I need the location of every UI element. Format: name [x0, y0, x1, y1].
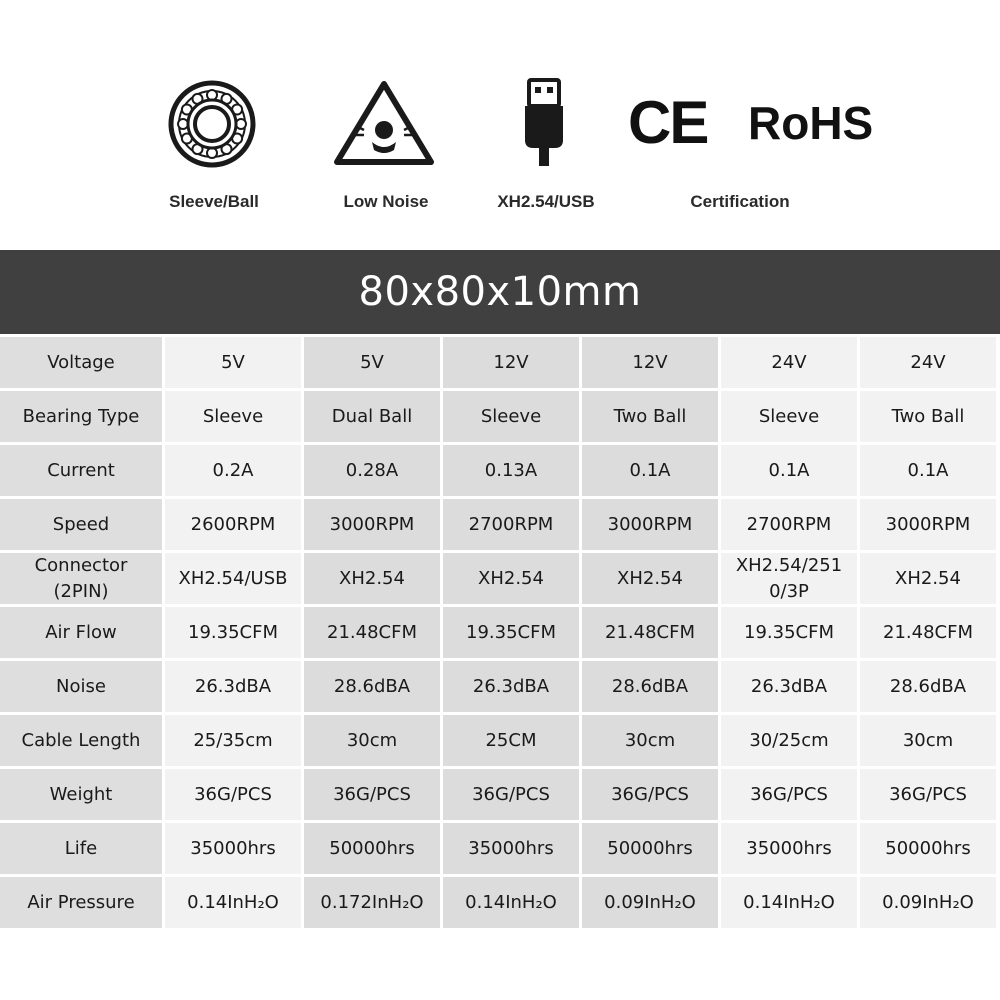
table-cell: 36G/PCS — [860, 769, 996, 820]
table-cell: 30cm — [860, 715, 996, 766]
table-row — [0, 715, 1000, 766]
table-cell: XH2.54/USB — [165, 553, 301, 604]
table-cell: 12V — [443, 337, 579, 388]
table-cell: 0.1A — [721, 445, 857, 496]
table-cell: 35000hrs — [165, 823, 301, 874]
table-cell: XH2.54 — [582, 553, 718, 604]
table-cell: 28.6dBA — [582, 661, 718, 712]
table-cell: 19.35CFM — [443, 607, 579, 658]
table-cell: XH2.54 — [860, 553, 996, 604]
table-cell: 36G/PCS — [304, 769, 440, 820]
table-cell: 24V — [860, 337, 996, 388]
table-cell: 2700RPM — [443, 499, 579, 550]
table-cell: 3000RPM — [860, 499, 996, 550]
row-label: Air Flow — [0, 607, 162, 658]
table-cell: 0.13A — [443, 445, 579, 496]
table-cell: 0.09InH₂O — [582, 877, 718, 928]
table-cell: 0.09InH₂O — [860, 877, 996, 928]
table-cell: 21.48CFM — [304, 607, 440, 658]
table-cell: 30/25cm — [721, 715, 857, 766]
table-cell: 25CM — [443, 715, 579, 766]
table-cell: 3000RPM — [304, 499, 440, 550]
table-row — [0, 769, 1000, 820]
table-cell: 36G/PCS — [582, 769, 718, 820]
table-cell: 30cm — [582, 715, 718, 766]
table-cell: 3000RPM — [582, 499, 718, 550]
row-label: Voltage — [0, 337, 162, 388]
row-label: Current — [0, 445, 162, 496]
table-row — [0, 877, 1000, 928]
table-cell: 24V — [721, 337, 857, 388]
table-cell: XH2.54/251 0/3P — [721, 553, 857, 604]
table-cell: XH2.54 — [443, 553, 579, 604]
table-cell: 35000hrs — [721, 823, 857, 874]
table-cell: 0.1A — [860, 445, 996, 496]
size-title: 80x80x10mm — [358, 269, 642, 315]
table-cell: 21.48CFM — [860, 607, 996, 658]
table-cell: 0.14InH₂O — [443, 877, 579, 928]
table-cell: 5V — [304, 337, 440, 388]
usb-plug-icon — [522, 78, 566, 176]
row-label: Life — [0, 823, 162, 874]
row-label: Weight — [0, 769, 162, 820]
low-noise-icon — [334, 80, 434, 166]
bearing-label: Sleeve/Ball — [169, 192, 259, 211]
table-cell: 0.1A — [582, 445, 718, 496]
table-row — [0, 553, 1000, 604]
table-cell: 2600RPM — [165, 499, 301, 550]
table-cell: 26.3dBA — [165, 661, 301, 712]
table-cell: 35000hrs — [443, 823, 579, 874]
table-cell: 36G/PCS — [165, 769, 301, 820]
table-row — [0, 661, 1000, 712]
table-cell: 2700RPM — [721, 499, 857, 550]
table-row — [0, 499, 1000, 550]
table-row — [0, 337, 1000, 388]
table-cell: 26.3dBA — [443, 661, 579, 712]
certification-label: Certification — [690, 192, 790, 211]
table-cell: 0.28A — [304, 445, 440, 496]
table-cell: 50000hrs — [304, 823, 440, 874]
table-cell: Sleeve — [443, 391, 579, 442]
table-cell: 50000hrs — [860, 823, 996, 874]
table-cell: 0.14InH₂O — [721, 877, 857, 928]
bearing-icon — [168, 80, 256, 168]
connector-label: XH2.54/USB — [497, 192, 595, 211]
table-cell: 28.6dBA — [860, 661, 996, 712]
low-noise-label: Low Noise — [343, 192, 429, 211]
ce-mark-icon: CE — [628, 89, 708, 156]
table-cell: 30cm — [304, 715, 440, 766]
table-cell: Two Ball — [582, 391, 718, 442]
table-row — [0, 445, 1000, 496]
table-cell: Dual Ball — [304, 391, 440, 442]
table-cell: 0.172InH₂O — [304, 877, 440, 928]
table-cell: Sleeve — [165, 391, 301, 442]
row-label: Bearing Type — [0, 391, 162, 442]
table-cell: Two Ball — [860, 391, 996, 442]
size-title-bar — [0, 250, 1000, 334]
table-cell: 36G/PCS — [443, 769, 579, 820]
spec-table — [0, 334, 1000, 928]
table-cell: 36G/PCS — [721, 769, 857, 820]
row-label: Cable Length — [0, 715, 162, 766]
feature-icons — [0, 0, 1000, 240]
table-row — [0, 391, 1000, 442]
table-cell: 50000hrs — [582, 823, 718, 874]
table-row — [0, 607, 1000, 658]
table-cell: XH2.54 — [304, 553, 440, 604]
row-label: Connector (2PIN) — [0, 553, 162, 604]
table-cell: Sleeve — [721, 391, 857, 442]
table-cell: 19.35CFM — [165, 607, 301, 658]
row-label: Speed — [0, 499, 162, 550]
table-cell: 0.2A — [165, 445, 301, 496]
table-cell: 12V — [582, 337, 718, 388]
table-cell: 25/35cm — [165, 715, 301, 766]
row-label: Air Pressure — [0, 877, 162, 928]
table-cell: 26.3dBA — [721, 661, 857, 712]
table-cell: 0.14InH₂O — [165, 877, 301, 928]
table-row — [0, 823, 1000, 874]
row-label: Noise — [0, 661, 162, 712]
table-cell: 19.35CFM — [721, 607, 857, 658]
rohs-mark-icon: RoHS — [748, 97, 874, 149]
table-cell: 28.6dBA — [304, 661, 440, 712]
table-cell: 5V — [165, 337, 301, 388]
table-cell: 21.48CFM — [582, 607, 718, 658]
